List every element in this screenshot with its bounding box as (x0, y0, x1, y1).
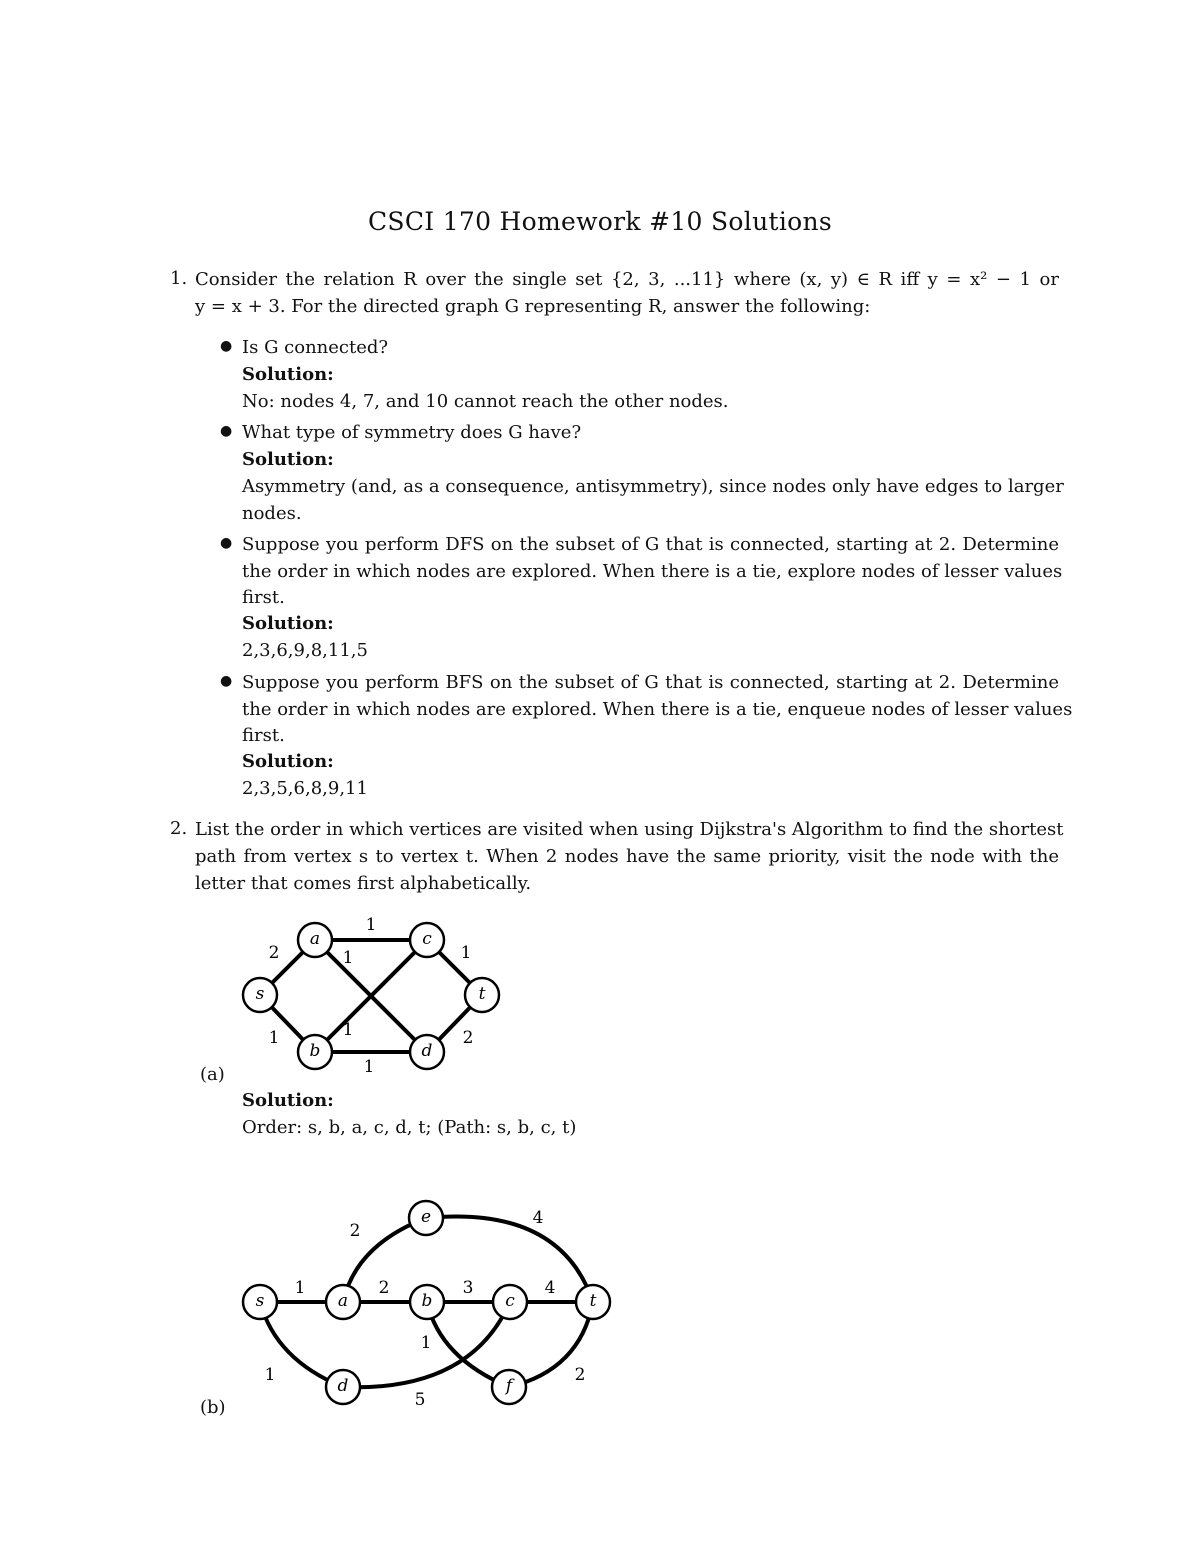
node-s (243, 978, 277, 1012)
edge-weight-s-a: 1 (294, 1278, 306, 1298)
node-label-a: a (309, 929, 321, 949)
item-4-question-line-2: the order in which nodes are explored. When there is a tie, enqueue nodes of lesser values (242, 699, 1073, 720)
edge-weight-a-e: 2 (349, 1221, 361, 1241)
node-t (465, 978, 499, 1012)
graph-b (243, 1201, 610, 1410)
node-label-d: d (337, 1376, 349, 1396)
edge-weight-b-f: 1 (420, 1333, 432, 1353)
edge-weight-s-a: 2 (268, 943, 280, 963)
node-a (298, 923, 332, 957)
item-2-answer-line-2: nodes. (242, 503, 302, 524)
question-1-line-2: y = x + 3. For the directed graph G representing R, answer the following: (195, 296, 871, 317)
item-3-solution-label: Solution: (242, 613, 334, 634)
edge-weight-b-c: 3 (462, 1278, 474, 1298)
graph-a (243, 915, 499, 1077)
node-s (243, 1285, 277, 1319)
item-4-answer: 2,3,5,6,8,9,11 (242, 778, 368, 799)
edge-weight-d-c: 5 (414, 1390, 426, 1410)
edge-weight-a-d: 1 (342, 948, 354, 968)
bullet-icon: ● (220, 673, 233, 689)
part-a-answer: Order: s, b, a, c, d, t; (Path: s, b, c, t) (242, 1117, 577, 1138)
node-label-a: a (337, 1291, 349, 1311)
edge-weight-c-t: 4 (544, 1278, 556, 1298)
item-3-question-line-2: the order in which nodes are explored. When there is a tie, explore nodes of lesser values (242, 561, 1063, 582)
edge-weight-s-d: 1 (264, 1365, 276, 1385)
edge-weight-a-b: 2 (378, 1278, 390, 1298)
question-2-line-3: letter that comes first alphabetically. (195, 873, 532, 894)
node-label-s: s (255, 1291, 265, 1311)
node-d (410, 1035, 444, 1069)
item-1-solution-label: Solution: (242, 364, 334, 385)
edge-weight-b-c: 1 (342, 1020, 354, 1040)
item-4-question-line-1: Suppose you perform BFS on the subset of G that is connected, starting at 2. Determine (242, 672, 1059, 693)
page-title: CSCI 170 Homework #10 Solutions (367, 207, 833, 236)
edge-weight-f-t: 2 (574, 1365, 586, 1385)
node-b (410, 1285, 444, 1319)
node-e (409, 1201, 443, 1235)
edge-weight-a-c: 1 (365, 915, 377, 935)
question-1-number: 1. (170, 268, 188, 289)
edge-weight-b-d: 1 (363, 1057, 375, 1077)
node-label-b: b (309, 1041, 321, 1061)
part-a-solution-label: Solution: (242, 1090, 334, 1111)
part-a-label: (a) (200, 1064, 225, 1085)
edge-weight-e-t: 4 (532, 1208, 544, 1228)
item-3-question-line-1: Suppose you perform DFS on the subset of G that is connected, starting at 2. Determine (242, 534, 1059, 555)
node-c (410, 923, 444, 957)
question-2-line-2: path from vertex s to vertex t. When 2 nodes have the same priority, visit the node with the (195, 846, 1059, 867)
item-2-answer-line-1: Asymmetry (and, as a consequence, antisymmetry), since nodes only have edges to larger (242, 476, 1064, 497)
question-2-number: 2. (170, 818, 188, 839)
item-4-solution-label: Solution: (242, 751, 334, 772)
part-b-label: (b) (200, 1397, 226, 1418)
item-4-question-line-3: first. (242, 725, 285, 746)
node-label-s: s (255, 984, 265, 1004)
bullet-icon: ● (220, 423, 233, 439)
item-2-solution-label: Solution: (242, 449, 334, 470)
bullet-icon: ● (220, 338, 233, 354)
node-label-b: b (421, 1291, 433, 1311)
node-a (326, 1285, 360, 1319)
question-2-line-1: List the order in which vertices are visited when using Dijkstra's Algorithm to find the shortest (195, 819, 1064, 840)
question-1-line-1: Consider the relation R over the single set {2, 3, ...11} where (x, y) ∈ R iff y = x² − 1 or (195, 269, 1059, 290)
node-label-t: t (589, 1291, 597, 1311)
node-f (492, 1370, 526, 1404)
node-label-t: t (478, 984, 486, 1004)
node-label-d: d (421, 1041, 433, 1061)
bullet-icon: ● (220, 535, 233, 551)
item-1-answer: No: nodes 4, 7, and 10 cannot reach the other nodes. (242, 391, 729, 412)
item-1-question: Is G connected? (242, 337, 389, 358)
node-b (298, 1035, 332, 1069)
edge-weight-c-t: 1 (460, 943, 472, 963)
item-3-question-line-3: first. (242, 587, 285, 608)
edge-weight-d-t: 2 (462, 1028, 474, 1048)
item-2-question: What type of symmetry does G have? (242, 422, 582, 443)
node-label-f: f (505, 1376, 513, 1396)
node-label-c: c (505, 1291, 515, 1311)
node-t (576, 1285, 610, 1319)
edge-weight-s-b: 1 (268, 1028, 280, 1048)
item-3-answer: 2,3,6,9,8,11,5 (242, 640, 368, 661)
node-c (493, 1285, 527, 1319)
node-label-c: c (422, 929, 432, 949)
node-d (326, 1370, 360, 1404)
node-label-e: e (420, 1207, 432, 1227)
